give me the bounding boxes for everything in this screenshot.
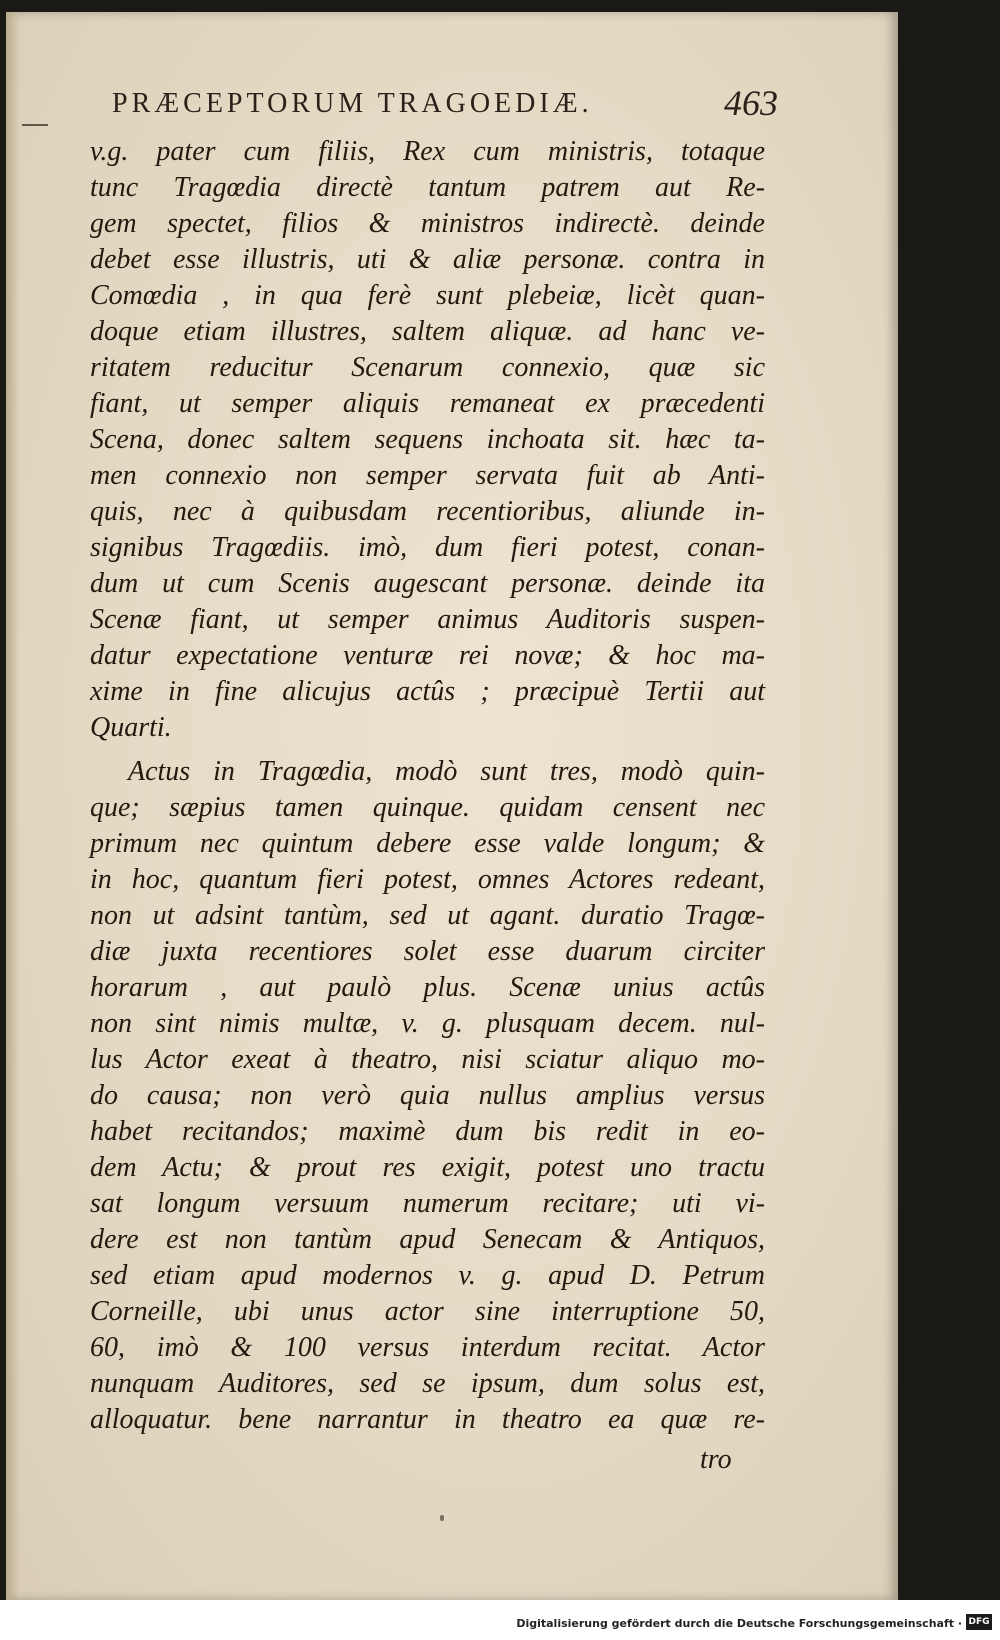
text-line: lus Actor exeat à theatro, nisi sciatur aliquo mo- [90,1044,765,1075]
page-number: 463 [724,83,778,123]
text-line: debet esse illustris, uti & aliæ personæ. contra in [90,244,765,275]
digitization-credit: Digitalisierung gefördert durch die Deutsche Forschungsgemeinschaft · [516,1617,962,1630]
paragraph-2 [90,754,765,1438]
text-line: sed etiam apud modernos v. g. apud D. Petrum [90,1260,765,1291]
text-line: in hoc, quantum fieri potest, omnes Actores redeant, [90,864,765,895]
text-line: v.g. pater cum filiis, Rex cum ministris, totaque [90,136,765,167]
running-title: PRÆCEPTORUM TRAGOEDIÆ. [112,88,593,119]
text-line: nunquam Auditores, sed se ipsum, dum solus est, [90,1368,765,1399]
text-line: Comœdia , in qua ferè sunt plebeiæ, licèt quan- [90,280,765,311]
text-line: do causa; non verò quia nullus amplius versus [90,1080,765,1111]
dfg-logo-icon: DFG [966,1614,992,1630]
text-line: 60, imò & 100 versus interdum recitat. Actor [90,1332,765,1363]
paragraph-1 [90,134,765,746]
text-line: Quarti. [90,712,172,743]
text-line: xime in fine alicujus actûs ; præcipuè Tertii aut [90,676,765,707]
text-line: fiant, ut semper aliquis remaneat ex præcedenti [90,388,765,419]
text-line: alloquatur. bene narrantur in theatro ea quæ re- [90,1404,765,1435]
margin-mark [22,124,48,126]
text-line: que; sæpius tamen quinque. quidam censent nec [90,792,765,823]
text-line: men connexio non semper servata fuit ab Anti- [90,460,765,491]
text-line: doque etiam illustres, saltem aliquæ. ad hanc ve- [90,316,765,347]
text-line: dum ut cum Scenis augescant personæ. deinde ita [90,568,765,599]
body-text [90,134,765,1438]
text-line: gem spectet, filios & ministros indirectè. deinde [90,208,765,239]
text-line: ritatem reducitur Scenarum connexio, quæ sic [90,352,765,383]
text-line: signibus Tragœdiis. imò, dum fieri potest, conan- [90,532,765,563]
text-line: Scenæ fiant, ut semper animus Auditoris suspen- [90,604,765,635]
text-line: dem Actu; & prout res exigit, potest uno tractu [90,1152,765,1183]
text-line: primum nec quintum debere esse valde longum; & [90,828,765,859]
text-line: tunc Tragœdia directè tantum patrem aut Re- [90,172,765,203]
page-gutter [6,12,20,1600]
paragraph-gap [90,746,765,754]
text-line: non sint nimis multæ, v. g. plusquam decem. nul- [90,1008,765,1039]
text-line: Scena, donec saltem sequens inchoata sit. hæc ta- [90,424,765,455]
text-line: horarum , aut paulò plus. Scenæ unius actûs [90,972,765,1003]
running-head [104,80,794,123]
catchword: tro [700,1444,732,1475]
ink-speck [440,1515,444,1521]
text-line: non ut adsint tantùm, sed ut agant. duratio Tragœ- [90,900,765,931]
text-line: dere est non tantùm apud Senecam & Antiquos, [90,1224,765,1255]
text-line: Actus in Tragœdia, modò sunt tres, modò quin- [128,756,765,787]
text-line: quis, nec à quibusdam recentioribus, aliunde in- [90,496,765,527]
text-line: sat longum versuum numerum recitare; uti vi- [90,1188,765,1219]
text-line: diæ juxta recentiores solet esse duarum circiter [90,936,765,967]
text-line: datur expectatione venturæ rei novæ; & hoc ma- [90,640,765,671]
text-line: habet recitandos; maximè dum bis redit in eo- [90,1116,765,1147]
text-line: Corneille, ubi unus actor sine interruptione 50, [90,1296,765,1327]
